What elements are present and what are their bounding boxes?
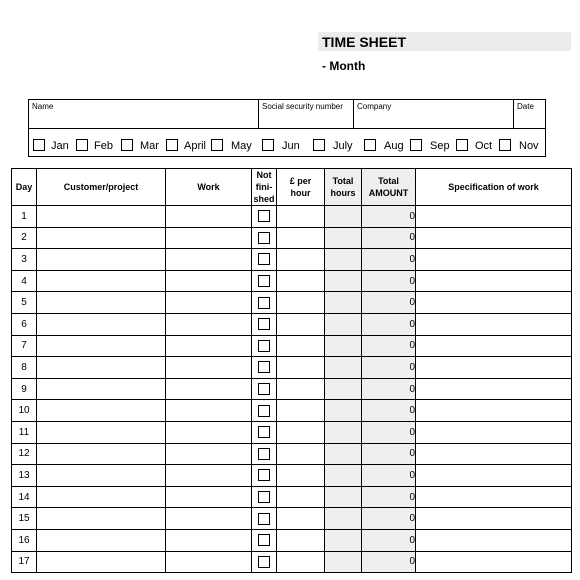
work-cell[interactable] <box>166 508 252 530</box>
table-row <box>12 249 572 271</box>
day-cell: 15 <box>12 508 37 530</box>
customer-cell[interactable] <box>37 378 166 400</box>
customer-cell[interactable] <box>37 249 166 271</box>
table-header-row <box>12 169 572 206</box>
table-row <box>12 227 572 249</box>
day-cell: 7 <box>12 335 37 357</box>
total-hours-cell <box>325 357 362 379</box>
work-cell[interactable] <box>166 443 252 465</box>
specification-cell[interactable] <box>416 270 572 292</box>
specification-cell[interactable] <box>416 443 572 465</box>
not-finished-checkbox[interactable] <box>258 448 270 460</box>
customer-cell[interactable] <box>37 508 166 530</box>
customer-cell[interactable] <box>37 313 166 335</box>
work-cell[interactable] <box>166 335 252 357</box>
specification-cell[interactable] <box>416 551 572 573</box>
not-finished-checkbox[interactable] <box>258 426 270 438</box>
day-cell: 10 <box>12 400 37 422</box>
col-header-work: Work <box>166 169 252 206</box>
work-cell[interactable] <box>166 292 252 314</box>
total-amount-cell: 0 <box>362 465 416 487</box>
rate-cell[interactable] <box>277 249 325 271</box>
rate-cell[interactable] <box>277 357 325 379</box>
table-row <box>12 400 572 422</box>
not-finished-cell <box>252 443 277 465</box>
customer-cell[interactable] <box>37 400 166 422</box>
month-checkbox-mar[interactable] <box>121 139 133 151</box>
rate-cell[interactable] <box>277 400 325 422</box>
work-cell[interactable] <box>166 227 252 249</box>
rate-cell[interactable] <box>277 206 325 228</box>
rate-cell[interactable] <box>277 529 325 551</box>
month-checkbox-may[interactable] <box>211 139 223 151</box>
table-row <box>12 551 572 573</box>
month-label-nov: Nov <box>519 140 539 152</box>
specification-cell[interactable] <box>416 400 572 422</box>
table-row <box>12 378 572 400</box>
day-cell: 16 <box>12 529 37 551</box>
not-finished-cell <box>252 486 277 508</box>
customer-cell[interactable] <box>37 529 166 551</box>
month-label-sep: Sep <box>430 140 450 152</box>
day-cell: 3 <box>12 249 37 271</box>
total-amount-cell: 0 <box>362 508 416 530</box>
col-header-customer: Customer/project <box>37 169 166 206</box>
total-hours-cell <box>325 529 362 551</box>
name-label: Name <box>32 102 54 111</box>
rate-cell[interactable] <box>277 313 325 335</box>
total-hours-cell <box>325 206 362 228</box>
not-finished-checkbox[interactable] <box>258 232 270 244</box>
customer-cell[interactable] <box>37 335 166 357</box>
customer-cell[interactable] <box>37 227 166 249</box>
table-row <box>12 508 572 530</box>
total-hours-cell <box>325 443 362 465</box>
not-finished-checkbox[interactable] <box>258 556 270 568</box>
total-hours-cell <box>325 400 362 422</box>
work-cell[interactable] <box>166 357 252 379</box>
not-finished-cell <box>252 529 277 551</box>
total-hours-cell <box>325 270 362 292</box>
not-finished-cell <box>252 421 277 443</box>
total-amount-cell: 0 <box>362 400 416 422</box>
customer-cell[interactable] <box>37 421 166 443</box>
company-field[interactable] <box>354 100 514 129</box>
customer-cell[interactable] <box>37 206 166 228</box>
table-row <box>12 335 572 357</box>
specification-cell[interactable] <box>416 378 572 400</box>
month-label-oct: Oct <box>475 140 493 152</box>
specification-cell[interactable] <box>416 206 572 228</box>
customer-cell[interactable] <box>37 465 166 487</box>
rate-cell[interactable] <box>277 270 325 292</box>
col-header-day: Day <box>12 169 37 206</box>
not-finished-checkbox[interactable] <box>258 534 270 546</box>
work-cell[interactable] <box>166 465 252 487</box>
not-finished-checkbox[interactable] <box>258 340 270 352</box>
total-amount-cell: 0 <box>362 335 416 357</box>
total-hours-cell <box>325 335 362 357</box>
day-cell: 5 <box>12 292 37 314</box>
table-row <box>12 486 572 508</box>
rate-cell[interactable] <box>277 227 325 249</box>
day-cell: 4 <box>12 270 37 292</box>
month-label-mar: Mar <box>140 140 159 152</box>
not-finished-checkbox[interactable] <box>258 253 270 265</box>
month-label-july: July <box>333 140 353 152</box>
name-field[interactable] <box>29 100 259 129</box>
table-row <box>12 313 572 335</box>
day-cell: 2 <box>12 227 37 249</box>
rate-cell[interactable] <box>277 378 325 400</box>
col-header-total-hours: Total hours <box>325 169 362 206</box>
total-hours-cell <box>325 378 362 400</box>
not-finished-cell <box>252 378 277 400</box>
ssn-label: Social security number <box>262 102 343 111</box>
table-row <box>12 292 572 314</box>
total-hours-cell <box>325 313 362 335</box>
total-hours-cell <box>325 249 362 271</box>
table-row <box>12 443 572 465</box>
total-amount-cell: 0 <box>362 378 416 400</box>
total-hours-cell <box>325 486 362 508</box>
month-checkbox-july[interactable] <box>313 139 325 151</box>
not-finished-checkbox[interactable] <box>258 383 270 395</box>
info-block <box>28 99 546 157</box>
not-finished-checkbox[interactable] <box>258 318 270 330</box>
work-cell[interactable] <box>166 486 252 508</box>
specification-cell[interactable] <box>416 227 572 249</box>
not-finished-checkbox[interactable] <box>258 275 270 287</box>
not-finished-cell <box>252 465 277 487</box>
day-cell: 12 <box>12 443 37 465</box>
total-amount-cell: 0 <box>362 443 416 465</box>
not-finished-cell <box>252 508 277 530</box>
total-amount-cell: 0 <box>362 292 416 314</box>
rate-cell[interactable] <box>277 421 325 443</box>
day-cell: 14 <box>12 486 37 508</box>
work-cell[interactable] <box>166 206 252 228</box>
month-checkbox-aug[interactable] <box>364 139 376 151</box>
total-amount-cell: 0 <box>362 313 416 335</box>
specification-cell[interactable] <box>416 335 572 357</box>
total-amount-cell: 0 <box>362 486 416 508</box>
month-checkbox-jan[interactable] <box>33 139 45 151</box>
month-label-april: April <box>184 140 207 152</box>
day-cell: 9 <box>12 378 37 400</box>
table-row <box>12 270 572 292</box>
not-finished-checkbox[interactable] <box>258 491 270 503</box>
specification-cell[interactable] <box>416 249 572 271</box>
specification-cell[interactable] <box>416 357 572 379</box>
not-finished-checkbox[interactable] <box>258 361 270 373</box>
rate-cell[interactable] <box>277 335 325 357</box>
page-title: TIME SHEET <box>322 34 407 50</box>
specification-cell[interactable] <box>416 529 572 551</box>
total-hours-cell <box>325 508 362 530</box>
specification-cell[interactable] <box>416 313 572 335</box>
total-amount-cell: 0 <box>362 421 416 443</box>
specification-cell[interactable] <box>416 292 572 314</box>
total-amount-cell: 0 <box>362 227 416 249</box>
work-cell[interactable] <box>166 270 252 292</box>
table-row <box>12 421 572 443</box>
customer-cell[interactable] <box>37 551 166 573</box>
not-finished-cell <box>252 206 277 228</box>
not-finished-cell <box>252 357 277 379</box>
table-row <box>12 465 572 487</box>
month-label: - Month <box>322 59 366 73</box>
work-cell[interactable] <box>166 421 252 443</box>
specification-cell[interactable] <box>416 486 572 508</box>
total-hours-cell <box>325 292 362 314</box>
col-header-rate: £ per hour <box>277 169 325 206</box>
month-label-may: May <box>231 140 252 152</box>
not-finished-checkbox[interactable] <box>258 513 270 525</box>
total-amount-cell: 0 <box>362 249 416 271</box>
total-hours-cell <box>325 465 362 487</box>
col-header-specification: Specification of work <box>416 169 572 206</box>
total-amount-cell: 0 <box>362 529 416 551</box>
work-cell[interactable] <box>166 249 252 271</box>
not-finished-cell <box>252 400 277 422</box>
customer-cell[interactable] <box>37 357 166 379</box>
customer-cell[interactable] <box>37 486 166 508</box>
month-checkbox-jun[interactable] <box>262 139 274 151</box>
total-hours-cell <box>325 227 362 249</box>
company-label: Company <box>357 102 392 111</box>
rate-cell[interactable] <box>277 486 325 508</box>
not-finished-checkbox[interactable] <box>258 469 270 481</box>
work-cell[interactable] <box>166 400 252 422</box>
not-finished-checkbox[interactable] <box>258 210 270 222</box>
date-field[interactable] <box>514 100 545 129</box>
month-label-jun: Jun <box>282 140 300 152</box>
work-cell[interactable] <box>166 529 252 551</box>
table-row <box>12 529 572 551</box>
day-cell: 8 <box>12 357 37 379</box>
month-checkbox-april[interactable] <box>166 139 178 151</box>
total-hours-cell <box>325 421 362 443</box>
day-cell: 13 <box>12 465 37 487</box>
specification-cell[interactable] <box>416 508 572 530</box>
total-amount-cell: 0 <box>362 270 416 292</box>
not-finished-cell <box>252 292 277 314</box>
not-finished-cell <box>252 313 277 335</box>
table-row <box>12 206 572 228</box>
rate-cell[interactable] <box>277 508 325 530</box>
col-header-not-finished: Not fini- shed <box>253 170 275 204</box>
total-amount-cell: 0 <box>362 206 416 228</box>
rate-cell[interactable] <box>277 465 325 487</box>
specification-cell[interactable] <box>416 465 572 487</box>
month-selector <box>29 130 545 157</box>
rate-cell[interactable] <box>277 292 325 314</box>
customer-cell[interactable] <box>37 443 166 465</box>
not-finished-cell <box>252 227 277 249</box>
not-finished-cell <box>252 270 277 292</box>
date-label: Date <box>517 102 534 111</box>
month-label-jan: Jan <box>51 140 69 152</box>
timesheet-table <box>11 168 572 573</box>
not-finished-cell <box>252 249 277 271</box>
ssn-field[interactable] <box>259 100 354 129</box>
total-amount-cell: 0 <box>362 357 416 379</box>
specification-cell[interactable] <box>416 421 572 443</box>
col-header-total-amount: Total AMOUNT <box>362 169 416 206</box>
month-checkbox-feb[interactable] <box>76 139 88 151</box>
month-label-aug: Aug <box>384 140 404 152</box>
month-checkbox-sep[interactable] <box>410 139 422 151</box>
day-cell: 6 <box>12 313 37 335</box>
month-checkbox-nov[interactable] <box>499 139 511 151</box>
work-cell[interactable] <box>166 551 252 573</box>
month-label-feb: Feb <box>94 140 113 152</box>
work-cell[interactable] <box>166 313 252 335</box>
table-row <box>12 357 572 379</box>
day-cell: 11 <box>12 421 37 443</box>
total-hours-cell <box>325 551 362 573</box>
day-cell: 1 <box>12 206 37 228</box>
not-finished-cell <box>252 551 277 573</box>
rate-cell[interactable] <box>277 443 325 465</box>
customer-cell[interactable] <box>37 270 166 292</box>
total-amount-cell: 0 <box>362 551 416 573</box>
work-cell[interactable] <box>166 378 252 400</box>
customer-cell[interactable] <box>37 292 166 314</box>
not-finished-cell <box>252 335 277 357</box>
day-cell: 17 <box>12 551 37 573</box>
not-finished-checkbox[interactable] <box>258 405 270 417</box>
month-checkbox-oct[interactable] <box>456 139 468 151</box>
not-finished-checkbox[interactable] <box>258 297 270 309</box>
rate-cell[interactable] <box>277 551 325 573</box>
